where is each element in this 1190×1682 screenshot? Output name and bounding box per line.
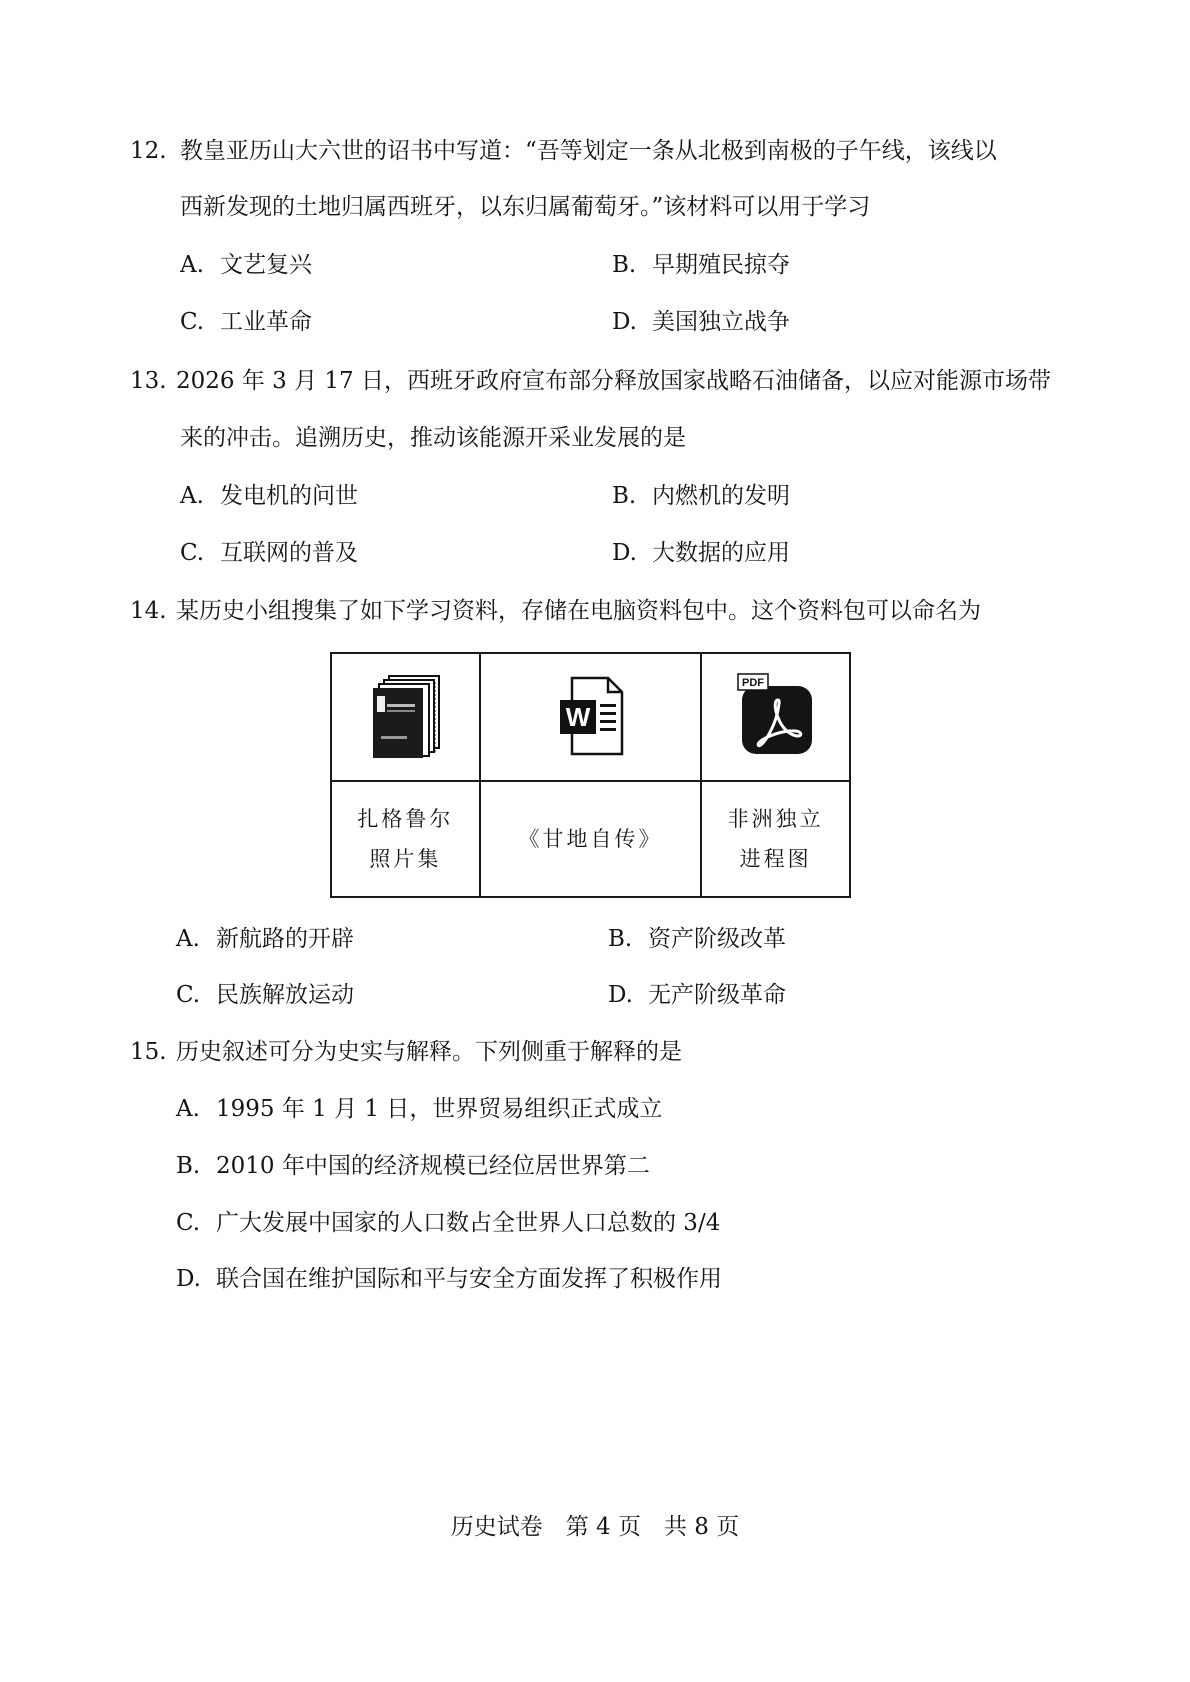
question-number: 14. bbox=[130, 598, 167, 624]
material-label-photos: 扎格鲁尔 照片集 bbox=[331, 781, 480, 897]
question-stem-line: 历史叙述可分为史实与解释。下列侧重于解释的是 bbox=[176, 1039, 682, 1065]
question-number: 15. bbox=[130, 1039, 167, 1065]
question-number: 13. bbox=[130, 368, 167, 394]
option-c: C. 互联网的普及 bbox=[180, 540, 358, 566]
option-a: A. 1995 年 1 月 1 日，世界贸易组织正式成立 bbox=[176, 1096, 663, 1122]
question-stem-line: 来的冲击。追溯历史，推动该能源开采业发展的是 bbox=[180, 425, 686, 451]
option-a: A. 文艺复兴 bbox=[180, 252, 312, 278]
option-b: B. 资产阶级改革 bbox=[608, 926, 786, 952]
photo-album-icon bbox=[365, 670, 445, 760]
option-c: C. 工业革命 bbox=[180, 309, 312, 335]
option-c: C. 民族解放运动 bbox=[176, 982, 354, 1008]
material-cell-pdf bbox=[701, 653, 850, 781]
question-stem-line: 西新发现的土地归属西班牙，以东归属葡萄牙。”该材料可以用于学习 bbox=[180, 194, 871, 220]
option-c: C. 广大发展中国家的人口数占全世界人口总数的 3/4 bbox=[176, 1210, 721, 1236]
option-b: B. 2010 年中国的经济规模已经位居世界第二 bbox=[176, 1153, 650, 1179]
option-a: A. 发电机的问世 bbox=[180, 483, 358, 509]
material-label-word: 《甘地自传》 bbox=[480, 781, 702, 897]
question-stem-line: 某历史小组搜集了如下学习资料，存储在电脑资料包中。这个资料包可以命名为 bbox=[176, 598, 981, 624]
question-stem-line: 2026 年 3 月 17 日，西班牙政府宣布部分释放国家战略石油储备，以应对能源市场带 bbox=[176, 368, 1051, 394]
question-number: 12. bbox=[130, 138, 167, 164]
word-document-icon bbox=[550, 670, 630, 760]
material-cell-photos bbox=[331, 653, 480, 781]
material-cell-word bbox=[480, 653, 702, 781]
option-d: D. 无产阶级革命 bbox=[608, 982, 786, 1008]
pdf-document-icon bbox=[734, 670, 818, 760]
option-b: B. 早期殖民掠夺 bbox=[612, 252, 790, 278]
question-stem-line: 教皇亚历山大六世的诏书中写道：“吾等划定一条从北极到南极的子午线，该线以 bbox=[180, 138, 997, 164]
materials-table bbox=[330, 652, 851, 898]
option-d: D. 联合国在维护国际和平与安全方面发挥了积极作用 bbox=[176, 1266, 722, 1292]
pdf-icon-tag: PDF bbox=[741, 677, 764, 689]
word-icon-letter: W bbox=[566, 702, 591, 732]
option-d: D. 美国独立战争 bbox=[612, 309, 790, 335]
option-b: B. 内燃机的发明 bbox=[612, 483, 790, 509]
material-label-pdf: 非洲独立 进程图 bbox=[701, 781, 850, 897]
page-footer: 历史试卷 第 4 页 共 8 页 bbox=[450, 1514, 740, 1540]
option-d: D. 大数据的应用 bbox=[612, 540, 790, 566]
option-a: A. 新航路的开辟 bbox=[176, 926, 354, 952]
